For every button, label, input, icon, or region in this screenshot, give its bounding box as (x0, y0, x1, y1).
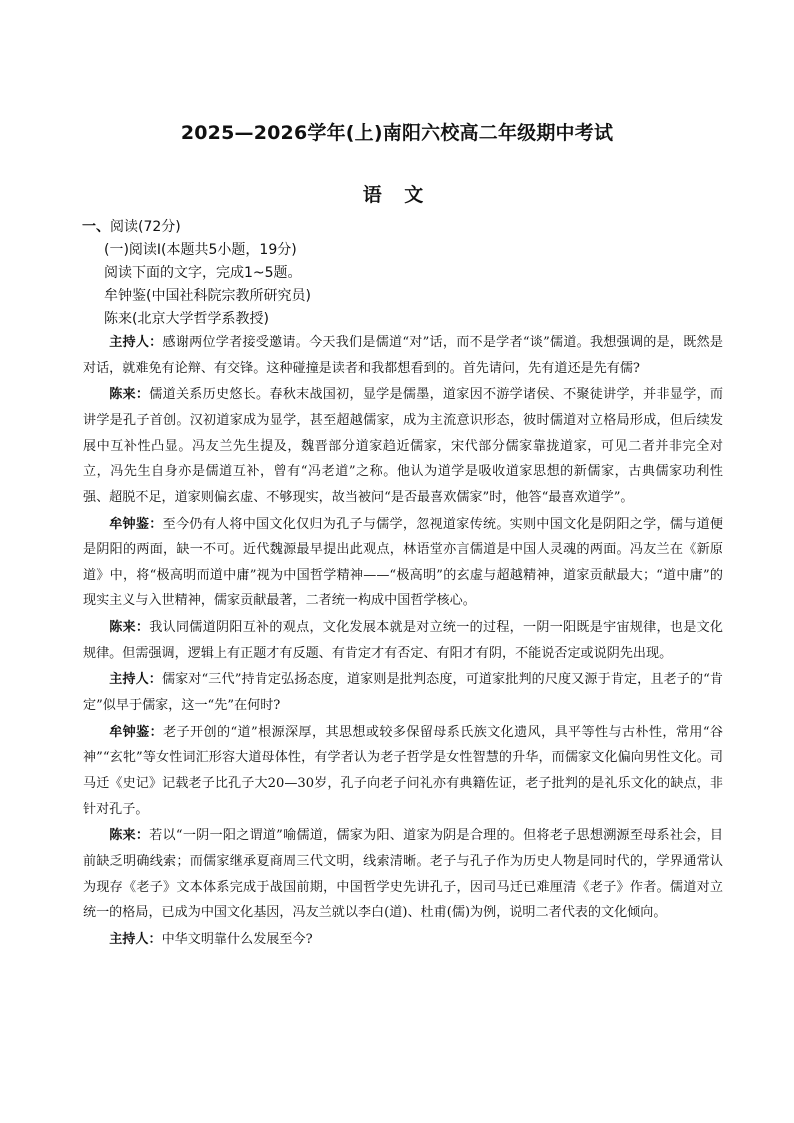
dialogue-paragraph (83, 615, 723, 666)
subsection-heading: (一)阅读Ⅰ(本题共5小题，19分) (104, 242, 297, 258)
dialogue-paragraph (83, 720, 723, 822)
paragraph-text: 老子开创的“道”根源深厚，其思想或较多保留母系氏族文化遗风，具平等性与古朴性，常用“谷神”“玄牝”等女性词汇形容大道母体性，有学者认为老子哲学是女性智慧的升华，而儒家文化偏向男性文化。司马迁《史记》记载老子比孔子大20—30岁，孔子向老子问礼亦有典籍佐证，老子批判的是礼乐文化的缺点，非针对孔子。 (83, 724, 723, 817)
dialogue-paragraph (83, 512, 723, 614)
speaker-label: 陈来： (109, 620, 150, 636)
paragraph-text: 感谢两位学者接受邀请。今天我们是儒道“对”话，而不是学者“谈”儒道。我想强调的是，既然是对话，就难免有论辩、有交锋。这种碰撞是读者和我都想看到的。首先请问，先有道还是先有儒? (83, 335, 724, 376)
paragraph-text: 中华文明靠什么发展至今? (161, 931, 313, 947)
subject-title: 语 文 (362, 184, 432, 206)
paragraph-text: 儒道关系历史悠长。春秋末战国初，显学是儒墨，道家因不游学诸侯、不聚徒讲学，并非显学，而讲学是孔子首创。汉初道家成为显学，甚至超越儒家，成为主流意识形态，彼时儒道对立格局形成，但后续发展中互补性凸显。冯友兰先生提及，魏晋部分道家趋近儒家，宋代部分儒家靠拢道家，可见二者并非完全对立，冯先生自身亦是儒道互补，曾有“冯老道”之称。他认为道学是吸收道家思想的新儒家，古典儒家功利性强、超脱不足，道家则偏玄虚、不够现实，故当被问“是否最喜欢儒家”时，他答“最喜欢道学”。 (83, 387, 724, 505)
speaker-label: 陈来： (109, 387, 150, 403)
paragraph-text: 我认同儒道阴阳互补的观点，文化发展本就是对立统一的过程，一阴一阳既是宇宙规律，也是文化规律。但需强调，逻辑上有正题才有反题、有肯定才有否定、有阳才有阴，不能说否定或说阴先出现。 (83, 620, 724, 661)
speaker-label: 陈来： (109, 828, 150, 844)
dialogue-paragraph (83, 330, 723, 381)
dialogue-text (83, 330, 723, 954)
paragraph-text: 若以“一阴一阳之谓道”喻儒道，儒家为阳、道家为阴是合理的。但将老子思想溯源至母系社会，目前缺乏明确线索；而儒家继承夏商周三代文明，线索清晰。老子与孔子作为历史人物是同时代的，学界通常认为现存《老子》文本体系完成于战国前期，中国哲学史先讲孔子，因司马迁已难厘清《老子》作者。儒道对立统一的格局，已成为中国文化基因，冯友兰就以李白(道)、杜甫(儒)为例，说明二者代表的文化倾向。 (83, 828, 723, 921)
dialogue-paragraph (83, 667, 723, 718)
dialogue-paragraph (83, 823, 723, 925)
guest-1: 牟钟鉴(中国社科院宗教所研究员) (104, 288, 311, 304)
paragraph-text: 儒家对“三代”持肯定弘扬态度，道家则是批判态度，可道家批判的尺度又源于肯定，且老子的“肯定”似早于儒家，这一“先”在何时? (83, 672, 723, 714)
speaker-label: 牟钟鉴： (109, 516, 163, 532)
section-number: 一、 (82, 219, 110, 235)
reading-instruction: 阅读下面的文字，完成1~5题。 (104, 265, 302, 281)
dialogue-paragraph (83, 927, 723, 953)
section-header (82, 216, 722, 331)
exam-title: 2025—2026学年(上)南阳六校高二年级期中考试 (180, 122, 614, 144)
guest-2: 陈来(北京大学哲学系教授) (104, 311, 269, 327)
speaker-label: 主持人： (109, 931, 162, 947)
speaker-label: 主持人： (109, 672, 162, 688)
paragraph-text: 至今仍有人将中国文化仅归为孔子与儒学，忽视道家传统。实则中国文化是阴阳之学，儒与道便是阴阳的两面，缺一不可。近代魏源最早提出此观点，林语堂亦言儒道是中国人灵魂的两面。冯友兰在《新原道》中，将“极高明而道中庸”视为中国哲学精神——“极高明”的玄虚与超越精神，道家贡献最大；“道中庸”的现实主义与入世精神，儒家贡献最著，二者统一构成中国哲学核心。 (83, 516, 724, 609)
section-heading (82, 216, 722, 239)
section-heading-text: 阅读(72分) (110, 219, 181, 235)
speaker-label: 主持人： (109, 335, 163, 350)
speaker-label: 牟钟鉴： (109, 724, 164, 740)
dialogue-paragraph (83, 382, 723, 510)
